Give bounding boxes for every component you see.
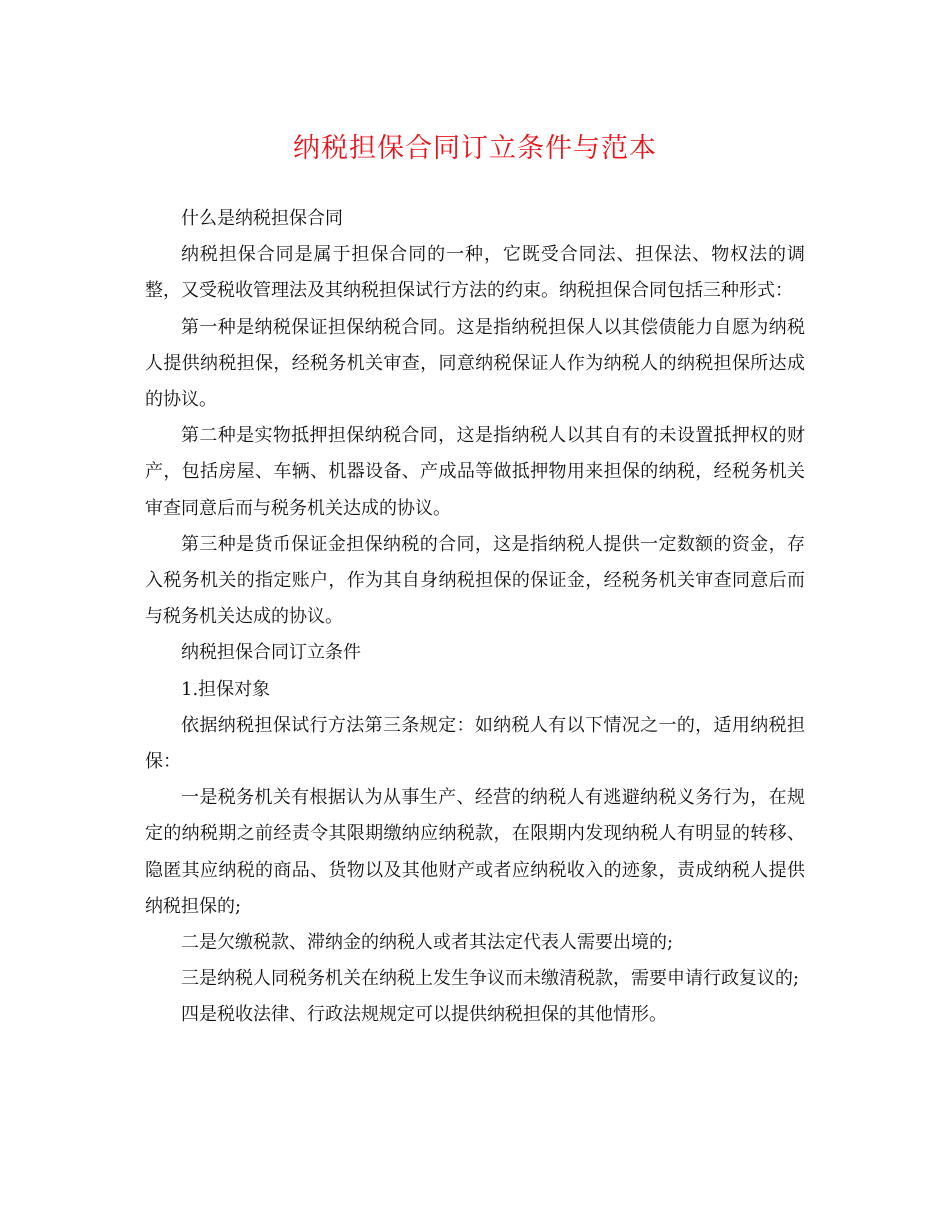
subheading-guarantee-object: 1.担保对象 — [181, 678, 271, 700]
paragraph-type-one: 第一种是纳税保证担保纳税合同。这是指纳税担保人以其偿债能力自愿为纳税人提供纳税担保，经税务机关审查，同意纳税保证人作为纳税人的纳税担保所达成的协议。 — [145, 316, 805, 411]
list-item-case-three: 三是纳税人同税务机关在纳税上发生争议而未缴清税款，需要申请行政复议的; — [181, 968, 800, 990]
document-body — [145, 201, 805, 1034]
section-heading-conditions: 纳税担保合同订立条件 — [181, 642, 361, 664]
list-item-case-two: 二是欠缴税款、滞纳金的纳税人或者其法定代表人需要出境的; — [181, 932, 674, 954]
paragraph-type-three: 第三种是货币保证金担保纳税的合同，这是指纳税人提供一定数额的资金，存入税务机关的指定账户，作为其自身纳税担保的保证金，经税务机关审查同意后而与税务机关达成的协议。 — [145, 533, 805, 628]
paragraph-article-three: 依据纳税担保试行方法第三条规定：如纳税人有以下情况之一的，适用纳税担保： — [145, 714, 805, 773]
section-heading-what-is: 什么是纳税担保合同 — [181, 208, 343, 229]
paragraph-definition: 纳税担保合同是属于担保合同的一种，它既受合同法、担保法、物权法的调整，又受税收管理法及其纳税担保试行方法的约束。纳税担保合同包括三种形式： — [145, 244, 805, 302]
list-item-case-four: 四是税收法律、行政法规规定可以提供纳税担保的其他情形。 — [181, 1004, 667, 1026]
document-title: 纳税担保合同订立条件与范本 — [293, 133, 657, 164]
list-item-case-one: 一是税务机关有根据认为从事生产、经营的纳税人有逃避纳税义务行为，在规定的纳税期之前经责令其限期缴纳应纳税款，在限期内发现纳税人有明显的转移、隐匿其应纳税的商品、货物以及其他财产或者应纳税收入的迹象，责成纳税人提供纳税担保的; — [145, 787, 805, 917]
paragraph-type-two: 第二种是实物抵押担保纳税合同，这是指纳税人以其自有的未设置抵押权的财产，包括房屋、车辆、机器设备、产成品等做抵押物用来担保的纳税，经税务机关审查同意后而与税务机关达成的协议。 — [145, 425, 805, 519]
